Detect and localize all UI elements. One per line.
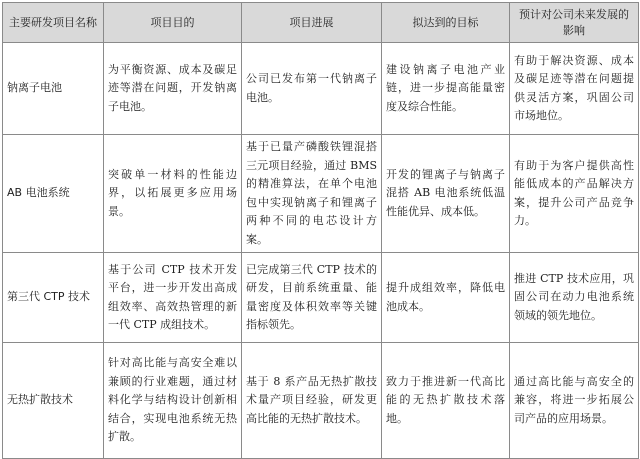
project-purpose: 为平衡资源、成本及碳足迹等潜在问题，开发钠离子电池。 [104,43,242,135]
project-goal: 开发的锂离子与钠离子混搭 AB 电池系统低温性能优异、成本低。 [382,135,510,253]
header-row [3,3,639,43]
table-row [3,43,639,135]
project-name: AB 电池系统 [3,135,104,253]
project-progress: 基于已量产磷酸铁锂混搭三元项目经验，通过 BMS 的精准算法，在单个电池包中实现钠离子和锂离子两种不同的电芯设计方案。 [242,135,382,253]
project-progress: 基于 8 系产品无热扩散技术量产项目经验，研发更高比能的无热扩散技术。 [242,343,382,459]
project-progress: 已完成第三代 CTP 技术的研发，目前系统重量、能量密度及体积效率等关键指标领先。 [242,253,382,343]
table-row [3,135,639,253]
project-purpose: 突破单一材料的性能边界，以拓展更多应用场景。 [104,135,242,253]
project-impact: 有助于解决资源、成本及碳足迹等潜在问题提供灵活方案，巩固公司市场地位。 [510,43,639,135]
header-project-name: 主要研发项目名称 [3,3,104,43]
rd-projects-table [2,2,639,459]
header-purpose: 项目目的 [104,3,242,43]
project-goal: 提升成组效率，降低电池成本。 [382,253,510,343]
project-impact: 有助于为客户提供高性能低成本的产品解决方案，提升公司产品竞争力。 [510,135,639,253]
table-row [3,343,639,459]
header-goal: 拟达到的目标 [382,3,510,43]
project-purpose: 针对高比能与高安全难以兼顾的行业难题，通过材料化学与结构设计创新相结合，实现电池系统无热扩散。 [104,343,242,459]
project-name: 钠离子电池 [3,43,104,135]
project-purpose: 基于公司 CTP 技术开发平台，进一步开发出高成组效率、高效热管理的新一代 CTP 成组技术。 [104,253,242,343]
project-goal: 致力于推进新一代高比能的无热扩散技术落地。 [382,343,510,459]
project-goal: 建设钠离子电池产业链，进一步提高能量密度及综合性能。 [382,43,510,135]
header-progress: 项目进展 [242,3,382,43]
project-progress: 公司已发布第一代钠离子电池。 [242,43,382,135]
project-name: 无热扩散技术 [3,343,104,459]
project-impact: 推进 CTP 技术应用，巩固公司在动力电池系统领域的领先地位。 [510,253,639,343]
project-name: 第三代 CTP 技术 [3,253,104,343]
table-row [3,253,639,343]
project-impact: 通过高比能与高安全的兼容，将进一步拓展公司产品的应用场景。 [510,343,639,459]
header-impact: 预计对公司未来发展的影响 [510,3,639,43]
